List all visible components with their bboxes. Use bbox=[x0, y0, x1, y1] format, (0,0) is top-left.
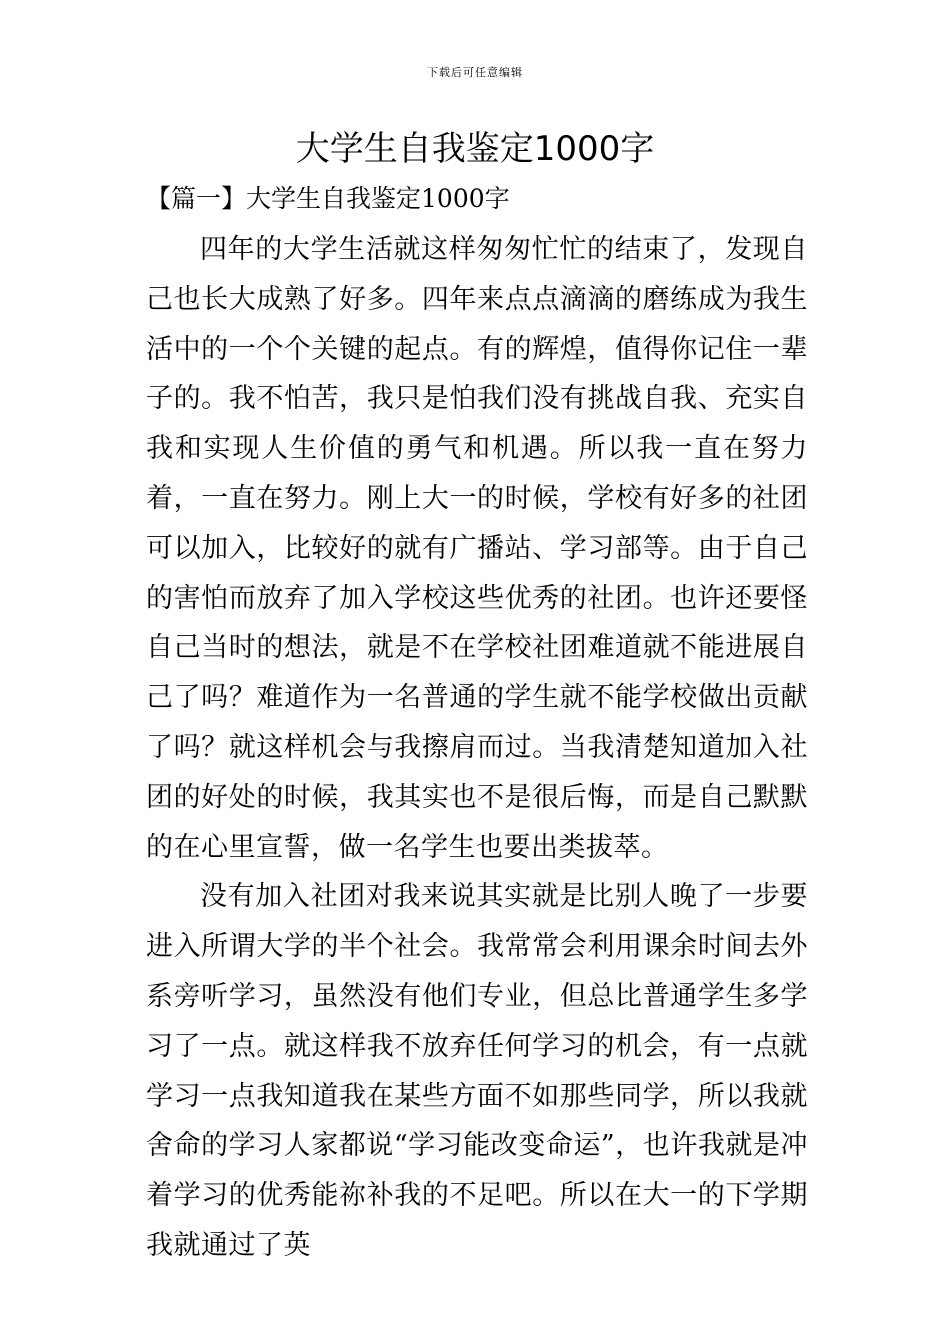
section-heading: 【篇一】大学生自我鉴定1000字 bbox=[146, 184, 510, 213]
document-title: 大学生自我鉴定1000字 bbox=[295, 129, 655, 169]
body-paragraph-1: 四年的大学生活就这样匆匆忙忙的结束了，发现自己也长大成熟了好多。四年来点点滴滴的磨练成为我生活中的一个个关键的起点。有的辉煌，值得你记住一辈子的。我不怕苦，我只是怕我们没有挑战自我、充实自我和实现人生价值的勇气和机遇。所以我一直在努力着，一直在努力。刚上大一的时候，学校有好多的社团可以加入，比较好的就有广播站、学习部等。由于自己的害怕而放弃了加入学校这些优秀的社团。也许还要怪自己当时的想法，就是不在学校社团难道就不能进展自己了吗？难道作为一名普通的学生就不能学校做出贡献了吗？就这样机会与我擦肩而过。当我清楚知道加入社团的好处的时候，我其实也不是很后悔，而是自己默默的在心里宣誓，做一名学生也要出类拔萃。 bbox=[146, 234, 808, 863]
document-body bbox=[146, 225, 808, 1271]
header-note: 下载后可任意编辑 bbox=[427, 66, 523, 79]
body-paragraph-2: 没有加入社团对我来说其实就是比别人晚了一步要进入所谓大学的半个社会。我常常会利用课余时间去外系旁听学习，虽然没有他们专业，但总比普通学生多学习了一点。就这样我不放弃任何学习的机会，有一点就学习一点我知道我在某些方面不如那些同学，所以我就舍命的学习人家都说“学习能改变命运”，也许我就是冲着学习的优秀能祢补我的不足吧。所以在大一的下学期我就通过了英 bbox=[146, 881, 808, 1261]
